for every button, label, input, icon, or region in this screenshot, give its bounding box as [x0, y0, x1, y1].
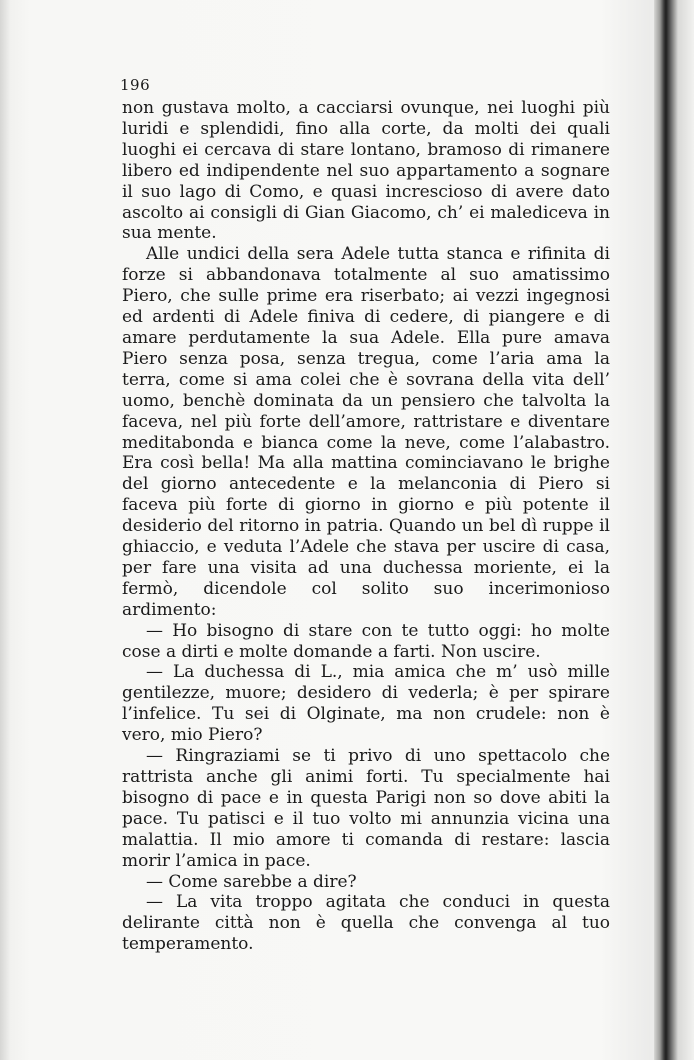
paragraph: — Ho bisogno di stare con te tutto oggi: ho molte cose a dirti e molte domande a farti. Non uscire. [122, 620, 610, 662]
paragraph: — Ringraziami se ti privo di uno spettacolo che rattrista anche gli animi forti. Tu specialmente hai bisogno di pace e in questa Parigi non so dove abiti la pace. Tu patisci e il tuo volto mi annunzia vicina una malattia. Il mio amore ti comanda di restare: lascia morir l’amica in pace. [122, 746, 610, 871]
page-number: 196 [120, 76, 151, 94]
paragraph: Alle undici della sera Adele tutta stanca e rifinita di forze si abbandonava totalmente al suo amatissimo Piero, che sulle prime era riserbato; ai vezzi ingegnosi ed ardenti di Adele finiva di cedere, di piangere e di amare perdutamente la sua Adele. Ella pure amava Piero senza posa, senza tregua, come l’aria ama la terra, come si ama colei che è sovrana della vita dell’ uomo, benchè dominata da un pensiero che talvolta la faceva, nel più forte dell’amore, rattristare e diventare meditabonda e bianca come la neve, come l’alabastro. Era così bella! Ma alla mattina cominciavano le brighe del giorno antecedente e la melanconia di Piero si faceva più forte di giorno in giorno e più potente il desiderio del ritorno in patria. Quando un bel dì ruppe il ghiaccio, e veduta l’Adele che stava per uscire di casa, per fare una visita ad una duchessa moriente, ei la fermò, dicendole col solito suo incerimonioso ardimento: [122, 244, 610, 620]
page-left-edge [0, 0, 10, 1060]
paragraph: — Come sarebbe a dire? [146, 871, 357, 892]
body-text [122, 98, 610, 955]
paragraph: non gustava molto, a cacciarsi ovunque, nei luoghi più luridi e splendidi, fino alla corte, da molti dei quali luoghi ei cercava di stare lontano, bramoso di rimanere libero ed indipendente nel suo appartamento a sognare il suo lago di Como, e quasi increscioso di avere dato ascolto ai consigli di Gian Giacomo, ch’ ei malediceva in sua mente. [122, 98, 610, 244]
paragraph: — La vita troppo agitata che conduci in questa delirante città non è quella che convenga al tuo temperamento. [122, 892, 610, 955]
page-right-edge [654, 0, 694, 1060]
paragraph: — La duchessa di L., mia amica che m’ usò mille gentilezze, muore; desidero di vederla; è per spirare l’infelice. Tu sei di Olginate, ma non crudele: non è vero, mio Piero? [122, 662, 610, 746]
